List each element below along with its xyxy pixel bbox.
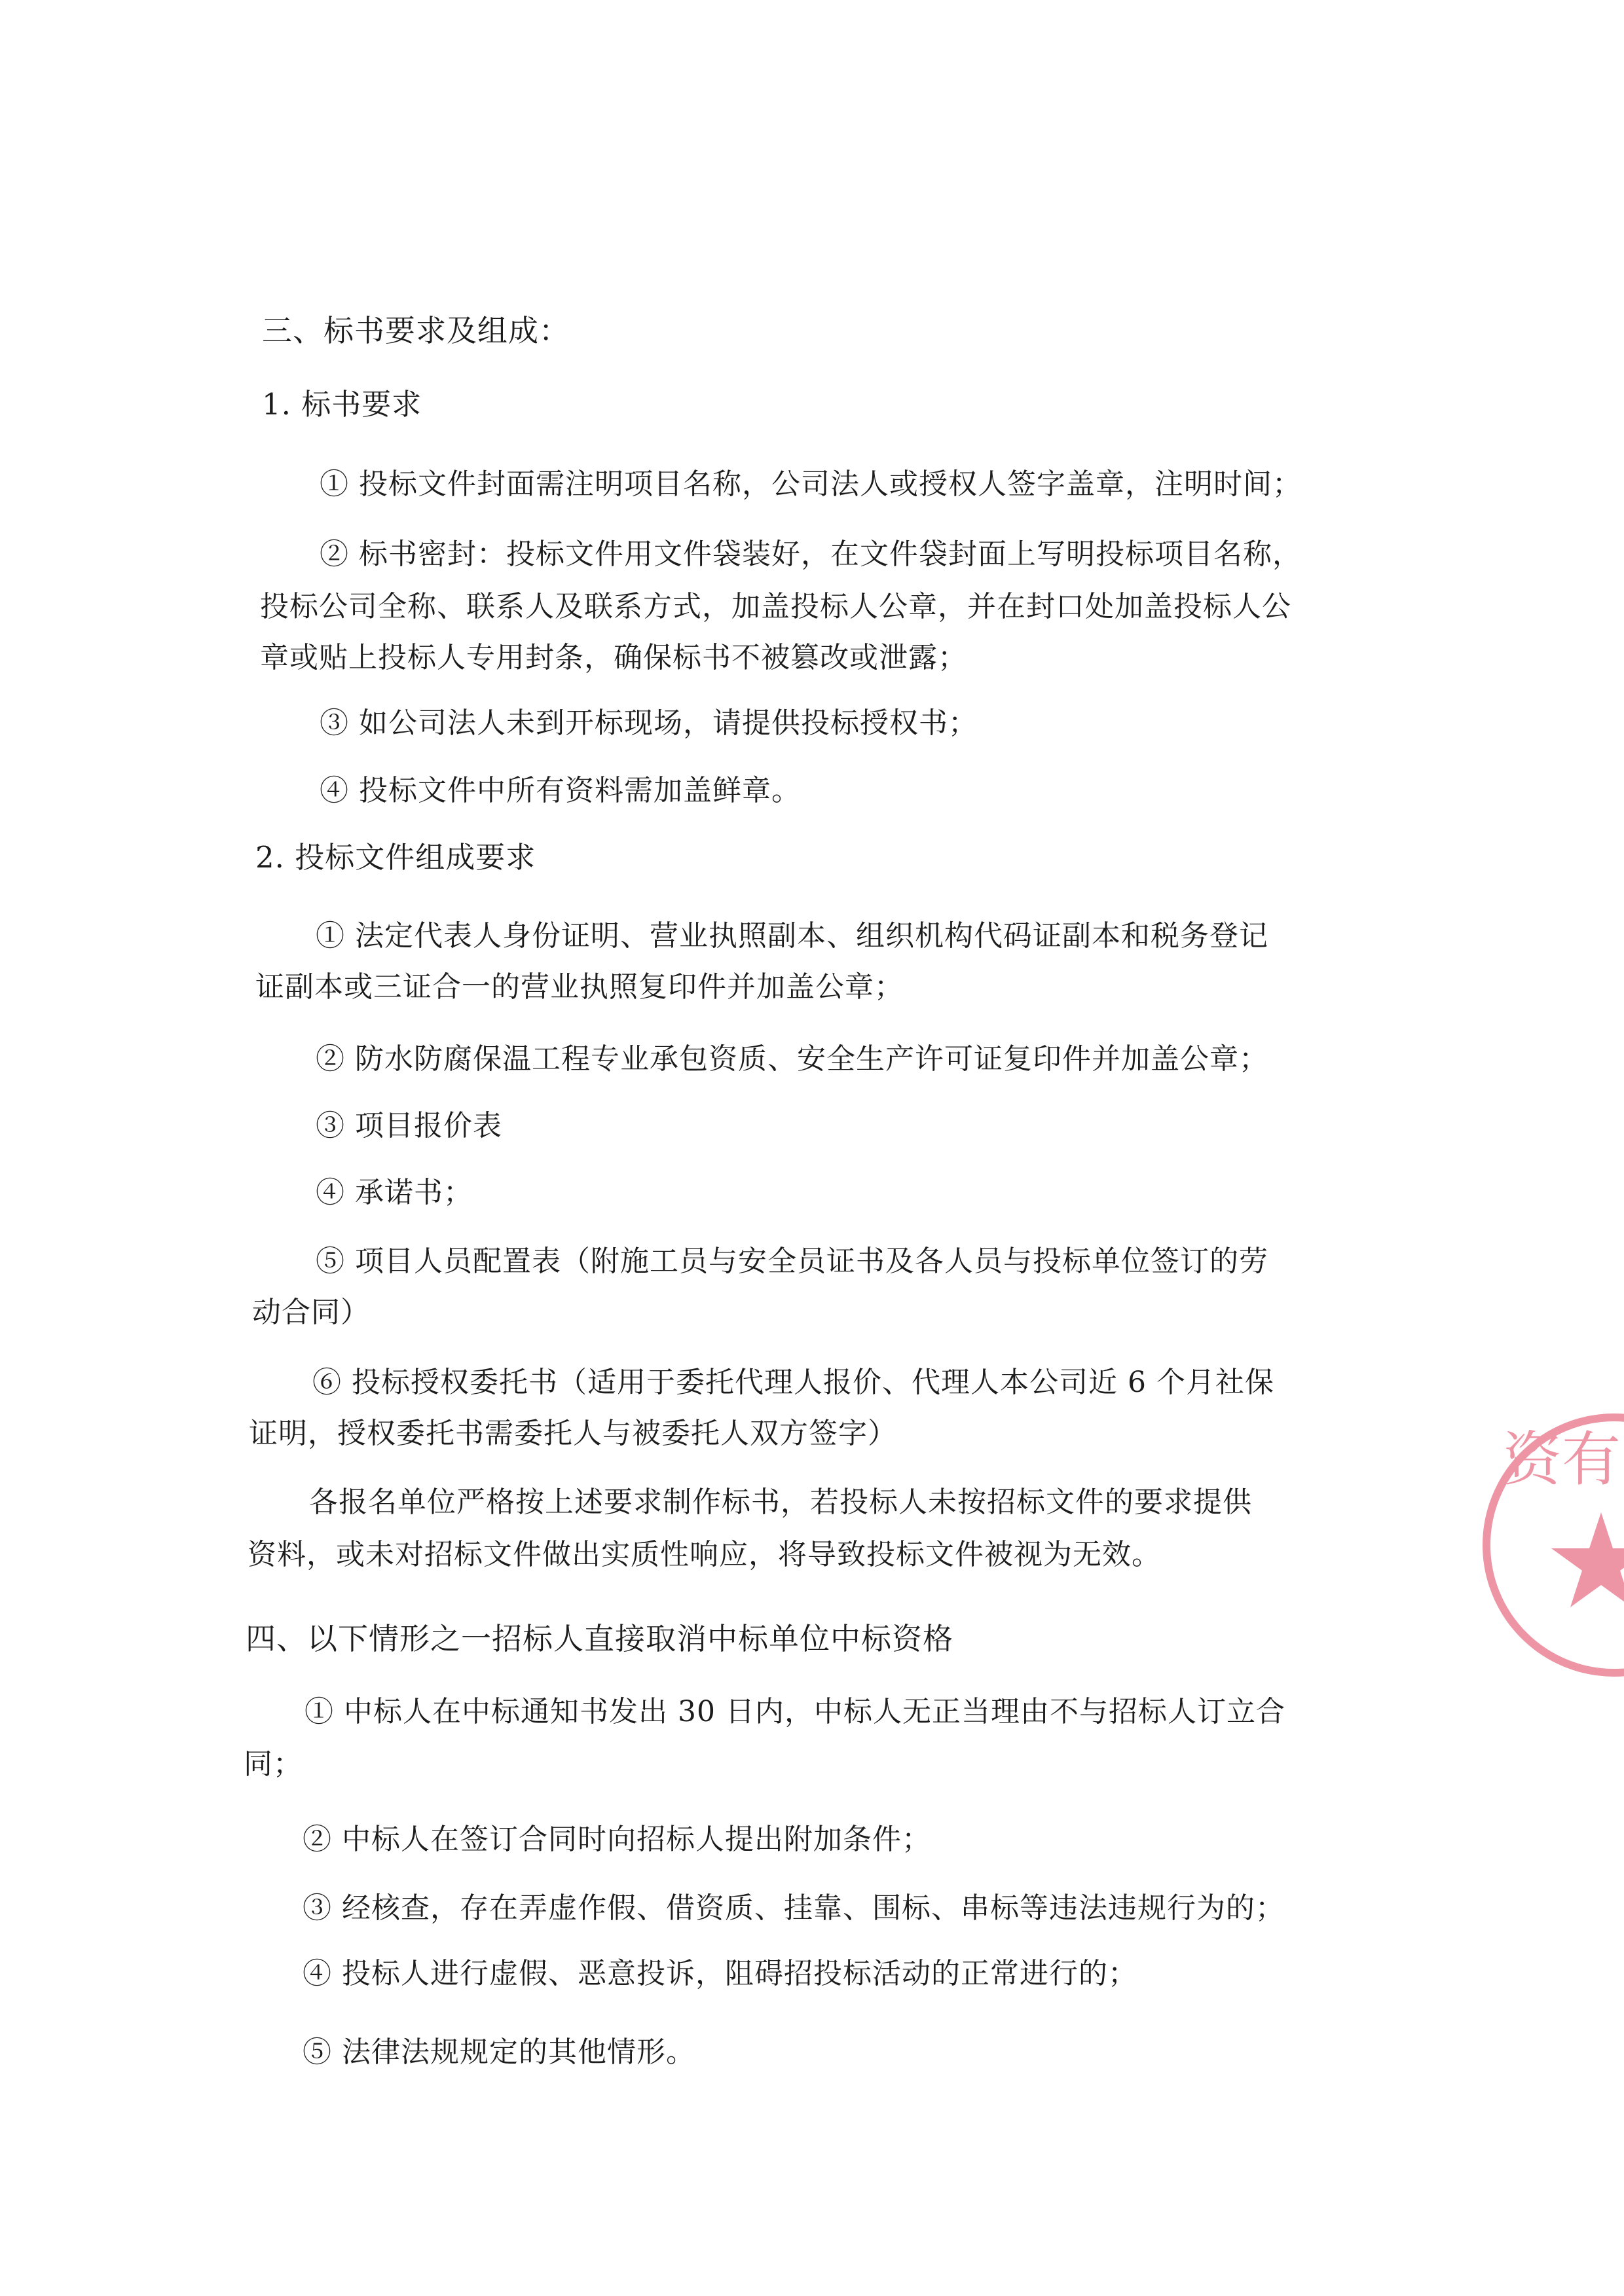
disqualification-item-3: ③ 经核查，存在弄虚作假、借资质、挂靠、围标、串标等违法违规行为的； <box>303 1891 1285 1925</box>
composition-item-4: ④ 承诺书； <box>316 1176 473 1209</box>
disqualification-item-1-line-2: 同； <box>244 1747 303 1781</box>
requirement-item-1: ① 投标文件封面需注明项目名称，公司法人或授权人签字盖章，注明时间； <box>320 467 1302 501</box>
requirement-item-4: ④ 投标文件中所有资料需加盖鲜章。 <box>320 774 801 807</box>
subsection-2-heading: 2. 投标文件组成要求 <box>255 840 536 875</box>
composition-item-3: ③ 项目报价表 <box>316 1109 502 1142</box>
disqualification-item-2: ② 中标人在签订合同时向招标人提出附加条件； <box>303 1823 931 1856</box>
composition-item-6-line-1: ⑥ 投标授权委托书（适用于委托代理人报价、代理人本公司近 6 个月社保 <box>312 1366 1274 1399</box>
requirement-item-2-line-1: ② 标书密封：投标文件用文件袋装好，在文件袋封面上写明投标项目名称， <box>320 538 1302 571</box>
seal-text: 资有 <box>1503 1425 1621 1494</box>
disqualification-item-1-line-1: ① 中标人在中标通知书发出 30 日内，中标人无正当理由不与招标人订立合 <box>304 1695 1285 1728</box>
requirement-item-2-line-2: 投标公司全称、联系人及联系方式，加盖投标人公章，并在封口处加盖投标人公 <box>260 590 1291 623</box>
star-icon <box>1551 1512 1624 1607</box>
composition-item-1-line-1: ① 法定代表人身份证明、营业执照副本、组织机构代码证副本和税务登记 <box>316 919 1268 953</box>
composition-item-2: ② 防水防腐保温工程专业承包资质、安全生产许可证复印件并加盖公章； <box>316 1042 1268 1076</box>
section-3-heading: 三、标书要求及组成： <box>262 313 570 348</box>
section-4-heading: 四、以下情形之一招标人直接取消中标单位中标资格 <box>246 1621 953 1656</box>
disqualification-item-4: ④ 投标人进行虚假、恶意投诉，阻碍招投标活动的正常进行的； <box>303 1957 1137 1990</box>
composition-item-5-line-1: ⑤ 项目人员配置表（附施工员与安全员证书及各人员与投标单位签订的劳 <box>316 1245 1268 1278</box>
composition-item-1-line-2: 证副本或三证合一的营业执照复印件并加盖公章； <box>255 970 904 1004</box>
company-seal-stamp <box>1477 1408 1624 1683</box>
requirement-item-2-line-3: 章或贴上投标人专用封条，确保标书不被篡改或泄露； <box>260 641 967 674</box>
composition-item-5-line-2: 动合同） <box>252 1296 370 1329</box>
composition-note-line-1: 各报名单位严格按上述要求制作标书，若投标人未按招标文件的要求提供 <box>309 1485 1252 1519</box>
disqualification-item-5: ⑤ 法律法规规定的其他情形。 <box>303 2035 695 2069</box>
composition-note-line-2: 资料，或未对招标文件做出实质性响应，将导致投标文件被视为无效。 <box>248 1538 1161 1571</box>
composition-item-6-line-2: 证明，授权委托书需委托人与被委托人双方签字） <box>249 1417 897 1450</box>
subsection-1-heading: 1. 标书要求 <box>262 387 422 422</box>
requirement-item-3: ③ 如公司法人未到开标现场，请提供投标授权书； <box>320 706 978 740</box>
